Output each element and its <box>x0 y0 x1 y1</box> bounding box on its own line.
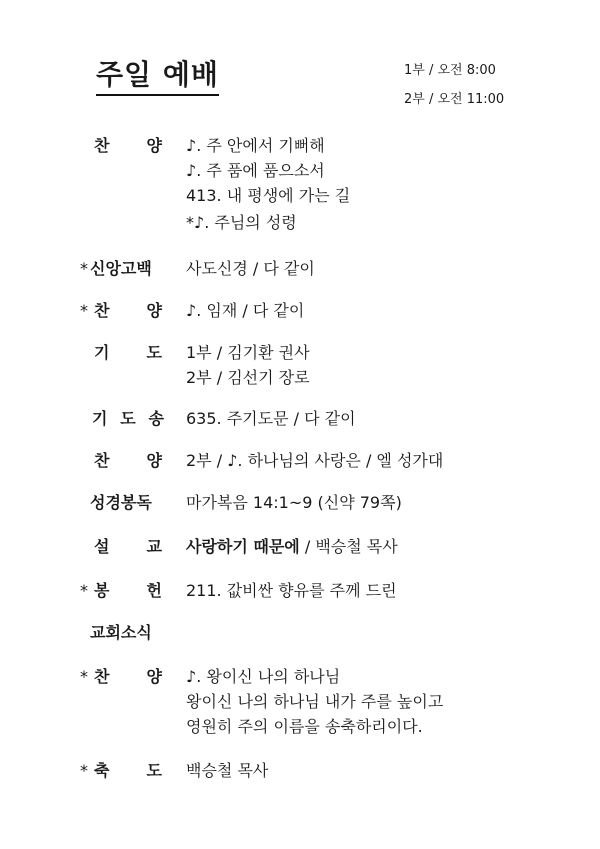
item-lines <box>186 490 402 515</box>
item-line: 1부 / 김기환 권사 <box>186 343 310 362</box>
label-text: 신앙고백 <box>90 259 152 278</box>
item-line: 635. 주기도문 / 다 같이 <box>186 409 356 428</box>
item-line: 마가복음 14:1~9 (신약 79쪽) <box>186 493 402 512</box>
label-char: 양 <box>146 301 162 320</box>
label-char: 도 <box>146 761 162 780</box>
item-lines <box>186 534 398 559</box>
item-line: ♪. 주 안에서 기뻐해 <box>186 136 325 155</box>
item-lines <box>186 256 315 281</box>
label-text: 성경봉독 <box>90 493 152 512</box>
service-times <box>404 56 504 114</box>
item-line: ♪. 주 품에 품으소서 <box>186 161 325 180</box>
sermon-preacher: / 백승철 목사 <box>299 537 398 556</box>
label-char: 찬 <box>94 451 110 470</box>
standing-mark: * <box>80 581 88 600</box>
label-char: 기 <box>94 343 110 362</box>
label-char: 송 <box>148 409 164 428</box>
item-lines <box>186 578 397 603</box>
label-char: 봉 <box>94 581 110 600</box>
standing-mark: * <box>80 301 88 320</box>
item-line: 영원히 주의 이름을 송축하리이다. <box>186 717 423 736</box>
item-line <box>186 534 398 559</box>
item-line: 2부 / ♪. 하나님의 사랑은 / 엘 성가대 <box>186 451 444 470</box>
item-line: ♪. 왕이신 나의 하나님 <box>186 667 341 686</box>
item-lines <box>186 448 443 473</box>
item-lines <box>186 133 350 235</box>
label-char: 교 <box>146 537 162 556</box>
page-title: 주일 예배 <box>96 58 219 96</box>
item-lines <box>186 298 304 323</box>
item-line: 백승철 목사 <box>186 761 269 780</box>
item-lines <box>186 758 268 783</box>
item-lines <box>186 340 310 390</box>
label-char: 양 <box>146 451 162 470</box>
label-char: 찬 <box>94 301 110 320</box>
label-char: 기 <box>92 409 108 428</box>
label-char: 축 <box>94 761 110 780</box>
item-line: 211. 값비싼 향유를 주께 드린 <box>186 581 397 600</box>
item-lines <box>186 406 356 431</box>
standing-mark: * <box>80 259 88 278</box>
label-char: 도 <box>146 343 162 362</box>
label-text: 교회소식 <box>90 623 152 642</box>
standing-mark: * <box>80 761 88 780</box>
item-line: 2부 / 김선기 장로 <box>186 368 310 387</box>
item-line: 사도신경 / 다 같이 <box>186 259 315 278</box>
label-char: 찬 <box>94 667 110 686</box>
service-time-second: 2부 / 오전 11:00 <box>404 92 505 107</box>
item-lines <box>186 664 443 739</box>
standing-mark: * <box>80 667 88 686</box>
service-time-first: 1부 / 오전 8:00 <box>404 63 496 78</box>
item-line: 왕이신 나의 하나님 내가 주를 높이고 <box>186 692 444 711</box>
label-char: 설 <box>94 537 110 556</box>
item-line: *♪. 주님의 성령 <box>186 213 297 232</box>
item-line: ♪. 임재 / 다 같이 <box>186 301 305 320</box>
label-char: 헌 <box>146 581 162 600</box>
label-char: 찬 <box>94 136 110 155</box>
label-char: 도 <box>120 409 136 428</box>
label-char: 양 <box>146 136 162 155</box>
item-line: 413. 내 평생에 가는 길 <box>186 186 351 205</box>
label-char: 양 <box>146 667 162 686</box>
sermon-title: 사랑하기 때문에 <box>186 537 300 556</box>
